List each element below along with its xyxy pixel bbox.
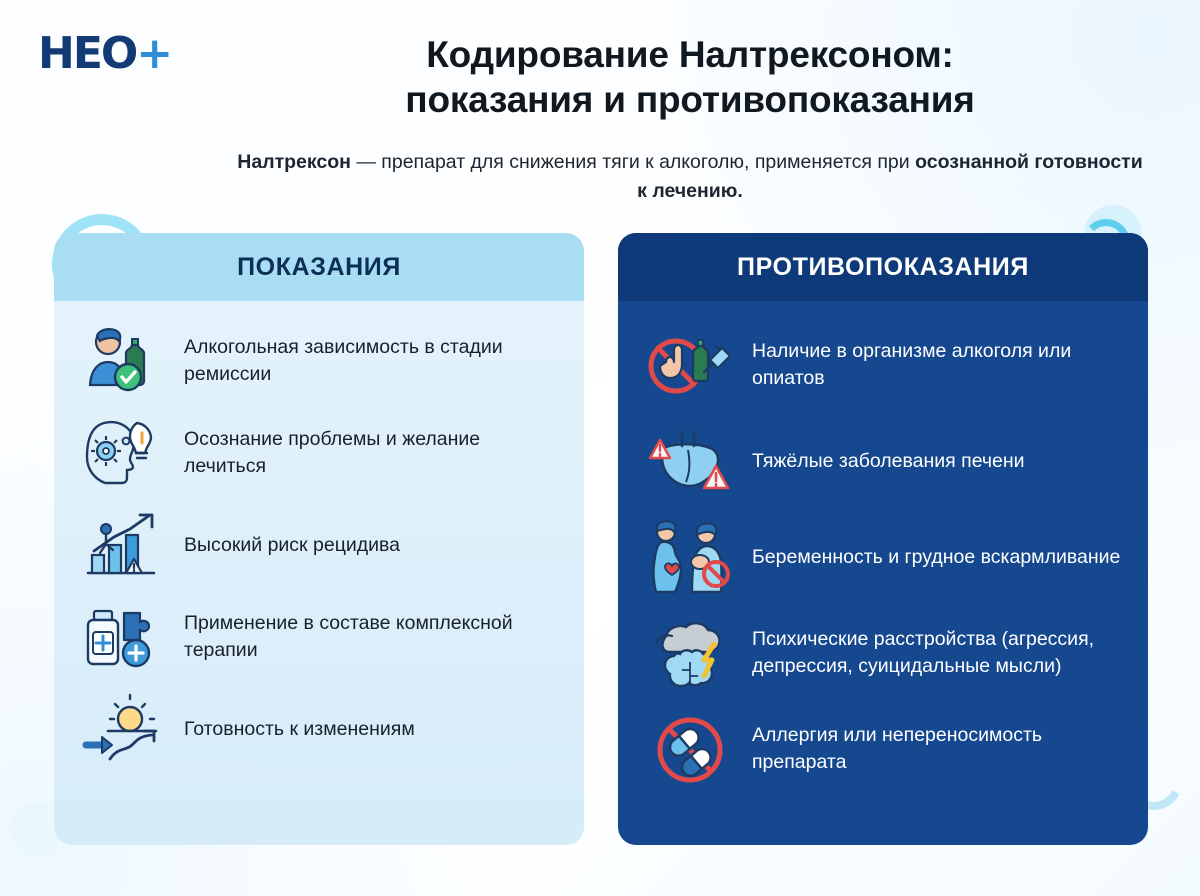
- list-item-label: Аллергия или непереносимость препарата: [752, 724, 1043, 773]
- brand-logo-text: HEO: [38, 28, 137, 79]
- brand-logo: [38, 28, 208, 80]
- list-item-label: Тяжёлые заболевания печени: [752, 449, 1025, 472]
- contraindications-panel: [618, 233, 1148, 845]
- list-item: [644, 605, 1126, 701]
- list-item: [644, 701, 1126, 797]
- subtitle-emphasis: осознанной готовности к лечению.: [637, 151, 1143, 202]
- indications-heading: ПОКАЗАНИЯ: [54, 233, 584, 301]
- list-item-label: Алкогольная зависимость в стадии ремиссии: [184, 336, 503, 385]
- pill-bottle-puzzle-icon: [76, 596, 168, 678]
- risk-growth-chart-icon: [76, 504, 168, 586]
- sunrise-road-arrow-icon: [76, 688, 168, 770]
- list-item-label: Беременность и грудное вскармливание: [752, 545, 1121, 568]
- list-item: [76, 591, 560, 683]
- page-title: [220, 32, 1160, 122]
- liver-warning-icon: [644, 420, 736, 502]
- list-item-label: Высокий риск рецидива: [184, 533, 401, 556]
- indications-panel: [54, 233, 584, 845]
- list-item-label: Наличие в организме алкоголя или опиатов: [752, 340, 1072, 389]
- list-item: [76, 683, 560, 775]
- page-title-line2: показания и противопоказания: [405, 79, 975, 120]
- contraindications-list: [618, 301, 1148, 797]
- indications-list: [54, 301, 584, 775]
- subtitle-lead: Налтрексон: [237, 151, 351, 173]
- brand-logo-plus: +: [136, 28, 172, 79]
- subtitle-middle: — препарат для снижения тяги к алкоголю, применяется при: [350, 151, 916, 173]
- page-title-line1: Кодирование Налтрексоном:: [426, 34, 954, 75]
- list-item-label: Применение в составе комплексной терапии: [184, 612, 513, 661]
- list-item: [76, 315, 560, 407]
- head-gear-idea-icon: [76, 412, 168, 494]
- list-item: [644, 413, 1126, 509]
- list-item-label: Осознание проблемы и желание лечиться: [184, 428, 481, 477]
- list-item: [644, 317, 1126, 413]
- list-item: [644, 509, 1126, 605]
- list-item: [76, 499, 560, 591]
- pill-allergy-forbidden-icon: [644, 708, 736, 790]
- list-item-label: Готовность к изменениям: [184, 717, 415, 740]
- list-item: [76, 407, 560, 499]
- list-item-label: Психические расстройства (агрессия, депрессия, суицидальные мысли): [752, 628, 1095, 677]
- brain-storm-icon: [644, 612, 736, 694]
- stop-hand-bottle-syringe-icon: [644, 324, 736, 406]
- contraindications-heading: ПРОТИВОПОКАЗАНИЯ: [618, 233, 1148, 301]
- page-subtitle: [230, 148, 1150, 206]
- person-bottle-check-icon: [76, 320, 168, 402]
- pregnancy-breastfeeding-icon: [644, 516, 736, 598]
